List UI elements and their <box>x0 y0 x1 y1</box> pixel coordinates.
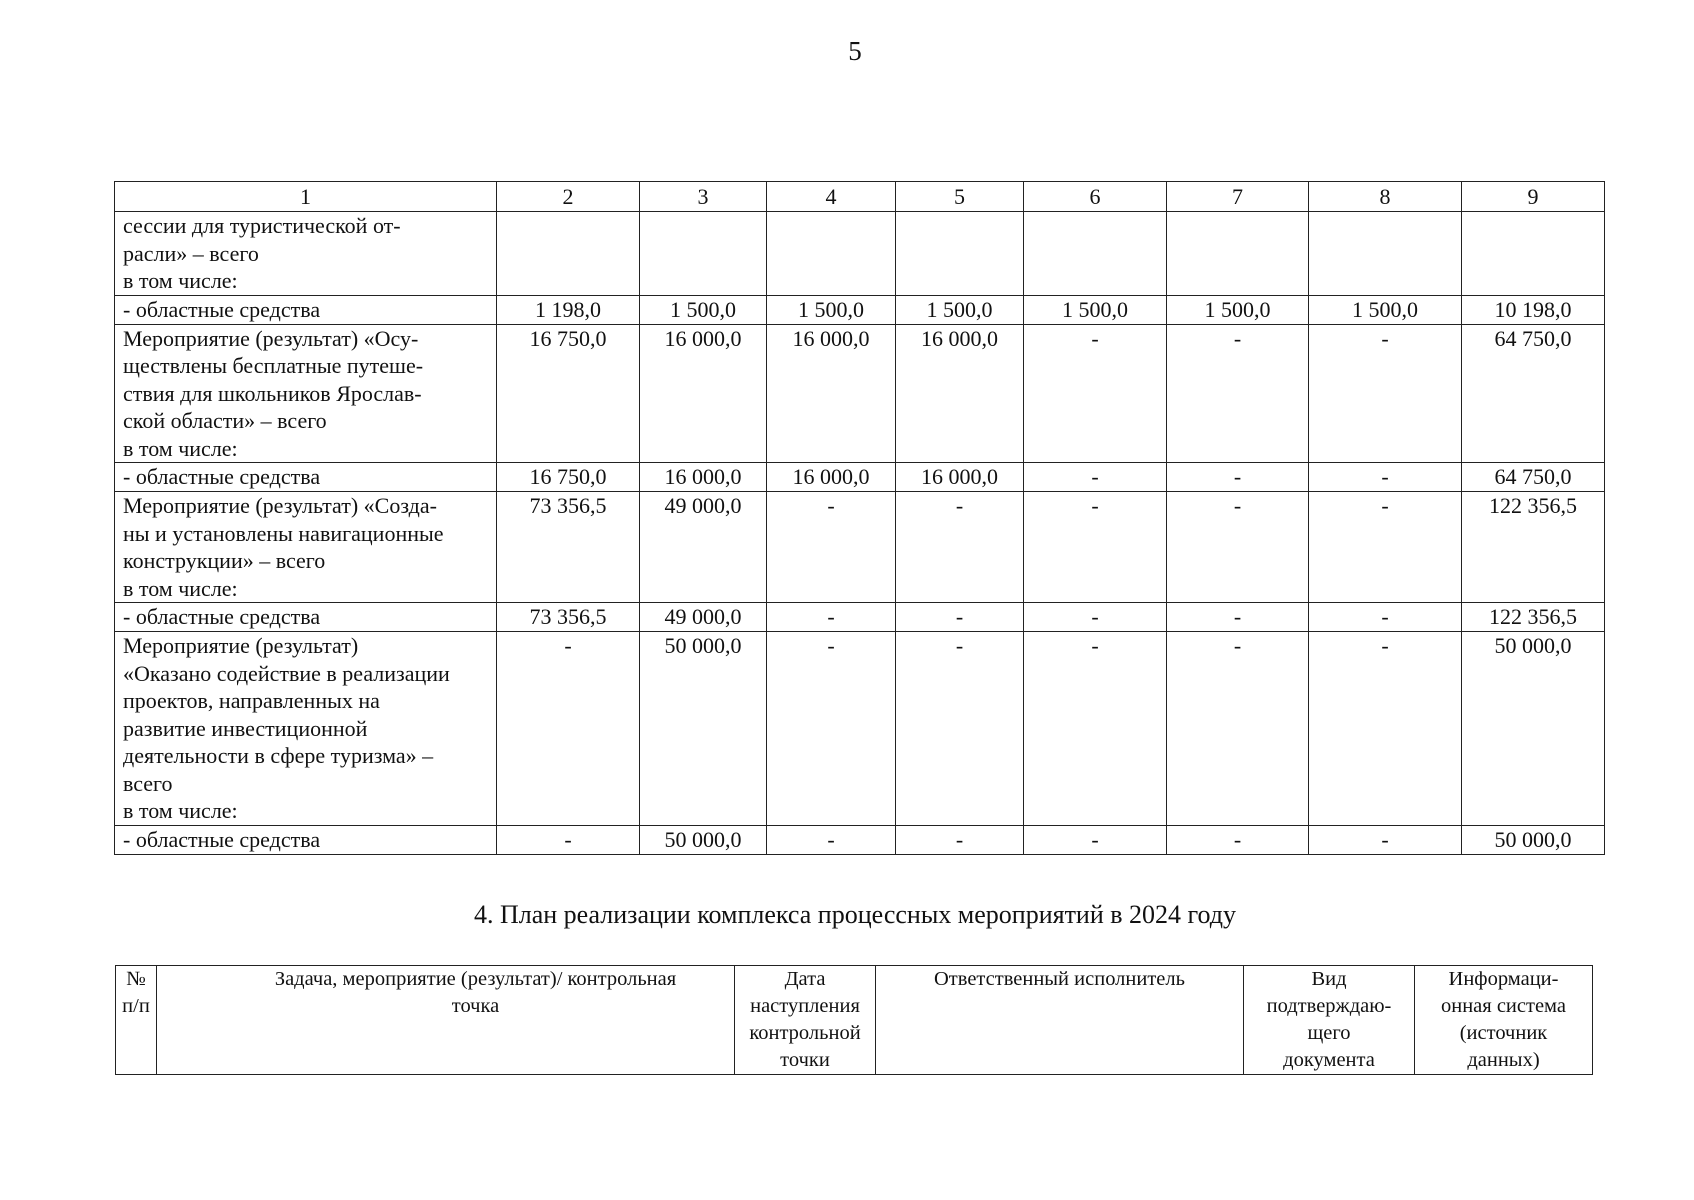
value-cell <box>1462 212 1605 296</box>
row-label-line: ществлены бесплатные путеше- <box>123 353 424 378</box>
value-cell: - <box>896 603 1024 632</box>
row-label-line: в том числе: <box>123 575 238 601</box>
subrow-label: - областные средства <box>115 825 497 854</box>
value-cell: - <box>1309 603 1462 632</box>
page-number: 5 <box>848 36 862 66</box>
header-line: точки <box>780 1049 830 1071</box>
row-label-line: Мероприятие (результат) «Осу- <box>123 325 419 351</box>
financing-table <box>114 181 1605 855</box>
value-cell: - <box>1167 463 1309 492</box>
column-number: 6 <box>1024 182 1167 212</box>
value-cell: 73 356,5 <box>497 603 640 632</box>
header-line: Информаци- <box>1448 968 1559 990</box>
header-line: Вид <box>1311 968 1347 990</box>
plan-table-header-row <box>116 966 1593 1075</box>
value-cell: 50 000,0 <box>1462 632 1605 826</box>
table-subrow <box>115 603 1605 632</box>
header-line: п/п <box>122 995 150 1017</box>
value-cell: - <box>1024 492 1167 603</box>
table-row <box>115 212 1605 296</box>
value-cell: 1 500,0 <box>1024 295 1167 324</box>
column-number: 5 <box>896 182 1024 212</box>
column-number: 4 <box>767 182 896 212</box>
column-number: 3 <box>640 182 767 212</box>
value-cell: - <box>896 632 1024 826</box>
row-label-line: сессии для туристической от- <box>123 213 401 238</box>
column-number: 8 <box>1309 182 1462 212</box>
value-cell: 50 000,0 <box>640 632 767 826</box>
value-cell: 122 356,5 <box>1462 603 1605 632</box>
value-cell: 16 000,0 <box>896 324 1024 463</box>
value-cell <box>497 212 640 296</box>
header-line: точка <box>451 995 500 1017</box>
table-subrow <box>115 825 1605 854</box>
value-cell: 122 356,5 <box>1462 492 1605 603</box>
header-line: (источник <box>1459 1022 1548 1044</box>
header-line: Задача, мероприятие (результат)/ контрольная <box>274 968 677 990</box>
row-label-line: ны и установлены навигационные <box>123 520 444 546</box>
value-cell: 1 500,0 <box>640 295 767 324</box>
row-label-line: в том числе: <box>123 268 238 293</box>
value-cell: 73 356,5 <box>497 492 640 603</box>
row-label <box>115 212 497 296</box>
value-cell: 16 000,0 <box>640 463 767 492</box>
value-cell: - <box>1309 463 1462 492</box>
header-information-system <box>1415 966 1593 1075</box>
header-control-date <box>735 966 876 1075</box>
value-cell: 50 000,0 <box>640 825 767 854</box>
value-cell: 1 198,0 <box>497 295 640 324</box>
value-cell: 16 750,0 <box>497 324 640 463</box>
column-number: 1 <box>115 182 497 212</box>
header-line: щего <box>1307 1022 1351 1044</box>
row-label-line: в том числе: <box>123 798 238 823</box>
row-label <box>115 632 497 826</box>
value-cell: - <box>1024 324 1167 463</box>
value-cell: 10 198,0 <box>1462 295 1605 324</box>
column-number: 2 <box>497 182 640 212</box>
row-label <box>115 492 497 603</box>
value-cell <box>1309 212 1462 296</box>
value-cell: 49 000,0 <box>640 492 767 603</box>
column-number: 7 <box>1167 182 1309 212</box>
value-cell: - <box>1309 825 1462 854</box>
value-cell: - <box>1024 825 1167 854</box>
row-label-line: Мероприятие (результат) <box>123 633 359 658</box>
value-cell: 64 750,0 <box>1462 463 1605 492</box>
row-label-line: в том числе: <box>123 435 238 461</box>
row-label-line: деятельности в сфере туризма» – <box>123 743 434 768</box>
row-label-line: развитие инвестиционной <box>123 715 368 741</box>
value-cell: - <box>497 632 640 826</box>
value-cell: 1 500,0 <box>767 295 896 324</box>
value-cell: - <box>896 492 1024 603</box>
value-cell: 16 000,0 <box>896 463 1024 492</box>
subrow-label: - областные средства <box>115 463 497 492</box>
header-line: № <box>126 968 146 990</box>
value-cell: 16 000,0 <box>767 463 896 492</box>
header-task <box>157 966 735 1075</box>
plan-table <box>115 965 1593 1075</box>
row-label-line: расли» – всего <box>123 240 259 266</box>
table-subrow <box>115 295 1605 324</box>
value-cell: - <box>1309 492 1462 603</box>
row-label-line: ствия для школьников Ярослав- <box>123 380 422 406</box>
value-cell: - <box>1167 492 1309 603</box>
header-line: онная система <box>1440 995 1566 1017</box>
table-row <box>115 492 1605 603</box>
value-cell <box>1024 212 1167 296</box>
header-confirming-document <box>1244 966 1415 1075</box>
row-label-line: всего <box>123 770 173 796</box>
header-line: данных) <box>1467 1049 1540 1071</box>
row-label-line: конструкции» – всего <box>123 548 326 573</box>
table-row <box>115 632 1605 826</box>
value-cell: - <box>1024 603 1167 632</box>
value-cell: - <box>767 492 896 603</box>
value-cell <box>767 212 896 296</box>
header-number <box>116 966 157 1075</box>
value-cell: - <box>1167 324 1309 463</box>
row-label <box>115 324 497 463</box>
value-cell: 16 000,0 <box>767 324 896 463</box>
header-line: наступления <box>750 995 860 1017</box>
value-cell: - <box>767 632 896 826</box>
value-cell: - <box>767 825 896 854</box>
value-cell: 1 500,0 <box>896 295 1024 324</box>
value-cell: - <box>1167 603 1309 632</box>
value-cell: - <box>1167 825 1309 854</box>
value-cell: - <box>1309 324 1462 463</box>
table-row <box>115 324 1605 463</box>
header-line: документа <box>1283 1049 1375 1071</box>
value-cell: 1 500,0 <box>1167 295 1309 324</box>
subrow-label: - областные средства <box>115 603 497 632</box>
value-cell: - <box>767 603 896 632</box>
financing-table-body <box>115 182 1605 855</box>
header-line: подтверждаю- <box>1266 995 1392 1017</box>
value-cell: - <box>896 825 1024 854</box>
column-number-row <box>115 182 1605 212</box>
value-cell: - <box>1024 632 1167 826</box>
value-cell: - <box>1024 463 1167 492</box>
value-cell: - <box>1167 632 1309 826</box>
value-cell: 64 750,0 <box>1462 324 1605 463</box>
value-cell <box>896 212 1024 296</box>
value-cell: 16 750,0 <box>497 463 640 492</box>
value-cell: - <box>1309 632 1462 826</box>
row-label-line: «Оказано содействие в реализации <box>123 660 450 686</box>
row-label-line: ской области» – всего <box>123 408 327 433</box>
value-cell: - <box>497 825 640 854</box>
table-subrow <box>115 463 1605 492</box>
value-cell: 16 000,0 <box>640 324 767 463</box>
column-number: 9 <box>1462 182 1605 212</box>
value-cell: 1 500,0 <box>1309 295 1462 324</box>
value-cell: 49 000,0 <box>640 603 767 632</box>
row-label-line: проектов, направленных на <box>123 688 380 713</box>
row-label-line: Мероприятие (результат) «Созда- <box>123 493 437 518</box>
section-title: 4. План реализации комплекса процессных мероприятий в 2024 году <box>473 900 1237 929</box>
header-responsible-executor <box>876 966 1244 1075</box>
value-cell <box>640 212 767 296</box>
value-cell: 50 000,0 <box>1462 825 1605 854</box>
header-line: контрольной <box>749 1022 861 1044</box>
value-cell <box>1167 212 1309 296</box>
header-line: Дата <box>784 968 826 990</box>
subrow-label: - областные средства <box>115 295 497 324</box>
header-line: Ответственный исполнитель <box>934 968 1185 990</box>
